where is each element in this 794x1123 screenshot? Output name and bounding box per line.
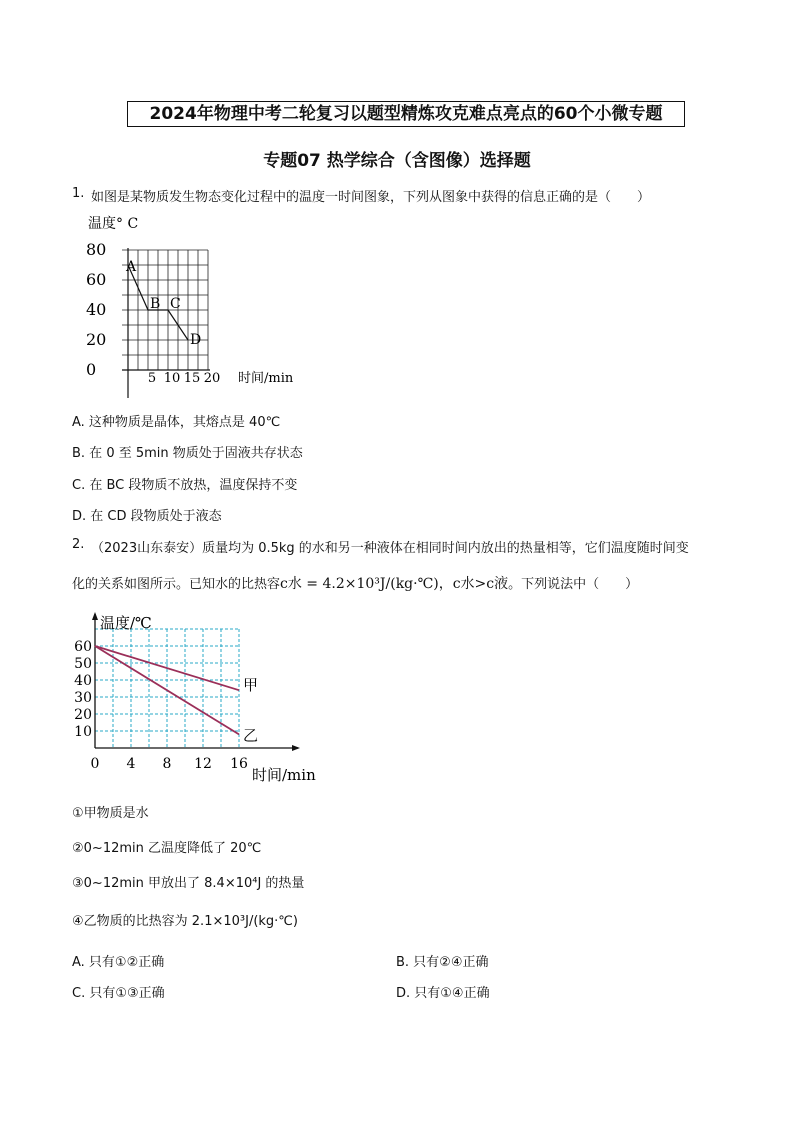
document-title: 2024年物理中考二轮复习以题型精炼攻克难点亮点的60个小微专题 <box>127 101 685 127</box>
q2-ytick-label: 60 <box>74 639 92 655</box>
q2-xtick-label: 16 <box>230 756 248 772</box>
q1-option-a: A. 这种物质是晶体，其熔点是 40℃ <box>72 415 281 430</box>
q2-ytick-label: 50 <box>74 656 92 672</box>
q2-x-arrow <box>292 745 300 751</box>
q1-point-label: C <box>170 296 181 312</box>
q1-option-c: C. 在 BC 段物质不放热，温度保持不变 <box>72 478 298 493</box>
q1-xtick-label: 20 <box>203 371 221 386</box>
q1-ylabel: 温度° C <box>88 216 139 232</box>
q2-ytick-label: 40 <box>74 673 92 689</box>
q2-statement-3: ③0~12min 甲放出了 8.4×10⁴J 的热量 <box>72 876 305 891</box>
q2-option-a: A. 只有①②正确 <box>72 955 165 970</box>
q2-stem-text-a: 化的关系如图所示。已知水的比热容 <box>72 577 281 592</box>
q1-point-label: B <box>150 296 161 312</box>
q1-option-d: D. 在 CD 段物质处于液态 <box>72 509 222 524</box>
q2-y-arrow <box>92 612 98 620</box>
q2-grid <box>95 629 239 748</box>
q2-series-label: 甲 <box>243 676 259 695</box>
q1-ytick-label: 20 <box>86 330 107 349</box>
q2-stem-formula: c水 = 4.2×10³J/(kg·℃) <box>280 576 439 592</box>
q2-ytick-label: 30 <box>74 690 92 706</box>
q1-ytick-label: 40 <box>86 300 107 319</box>
q2-number: 2. <box>72 537 85 552</box>
q1-point-label: D <box>190 332 202 348</box>
q2-series-label: 乙 <box>243 726 259 745</box>
q2-option-d: D. 只有①④正确 <box>396 986 490 1001</box>
document-subtitle: 专题07 热学综合（含图像）选择题 <box>263 151 531 171</box>
q2-series-line-1 <box>95 646 239 690</box>
q2-ytick-label: 20 <box>74 707 92 723</box>
q1-xtick-label: 10 <box>163 371 181 386</box>
q1-xtick-label: 5 <box>147 371 157 386</box>
q2-option-c: C. 只有①③正确 <box>72 986 165 1001</box>
q2-xlabel: 时间/min <box>252 766 316 784</box>
q1-option-b: B. 在 0 至 5min 物质处于固液共存状态 <box>72 446 303 461</box>
q2-stem-compare: ，c水>c液 <box>438 576 509 592</box>
q1-ytick-label: 80 <box>86 240 107 259</box>
q2-xtick-label: 12 <box>194 756 212 772</box>
q1-ytick-label: 60 <box>86 270 107 289</box>
q1-xtick-label: 15 <box>183 371 201 386</box>
q1-chart <box>80 210 320 400</box>
q2-stem-line2 <box>72 573 638 593</box>
q1-stem: 如图是某物质发生物态变化过程中的温度一时间图象，下列从图象中获得的信息正确的是（ ） <box>91 190 651 205</box>
q2-chart <box>74 610 330 790</box>
q1-ytick-label: 0 <box>86 360 97 379</box>
q2-stem-text-b: 。下列说法中（ ） <box>508 577 639 592</box>
q1-point-label: A <box>126 259 137 275</box>
q2-axes <box>92 612 300 751</box>
q2-xtick-label: 8 <box>162 756 172 772</box>
q2-stem-line1: （2023山东泰安）质量均为 0.5kg 的水和另一种液体在相同时间内放出的热量相等，它们温度随时间变 <box>91 541 689 556</box>
q2-statement-1: ①甲物质是水 <box>72 806 149 821</box>
q1-xlabel: 时间/min <box>238 371 294 386</box>
q1-number: 1. <box>72 186 85 201</box>
q2-xtick-label: 0 <box>90 756 100 772</box>
q2-ytick-label: 10 <box>74 724 92 740</box>
q2-statement-2: ②0~12min 乙温度降低了 20℃ <box>72 841 262 856</box>
q2-statement-4: ④乙物质的比热容为 2.1×10³J/(kg·℃) <box>72 914 298 929</box>
q2-option-b: B. 只有②④正确 <box>396 955 489 970</box>
q2-xtick-label: 4 <box>126 756 136 772</box>
q2-ylabel: 温度/℃ <box>100 614 152 632</box>
